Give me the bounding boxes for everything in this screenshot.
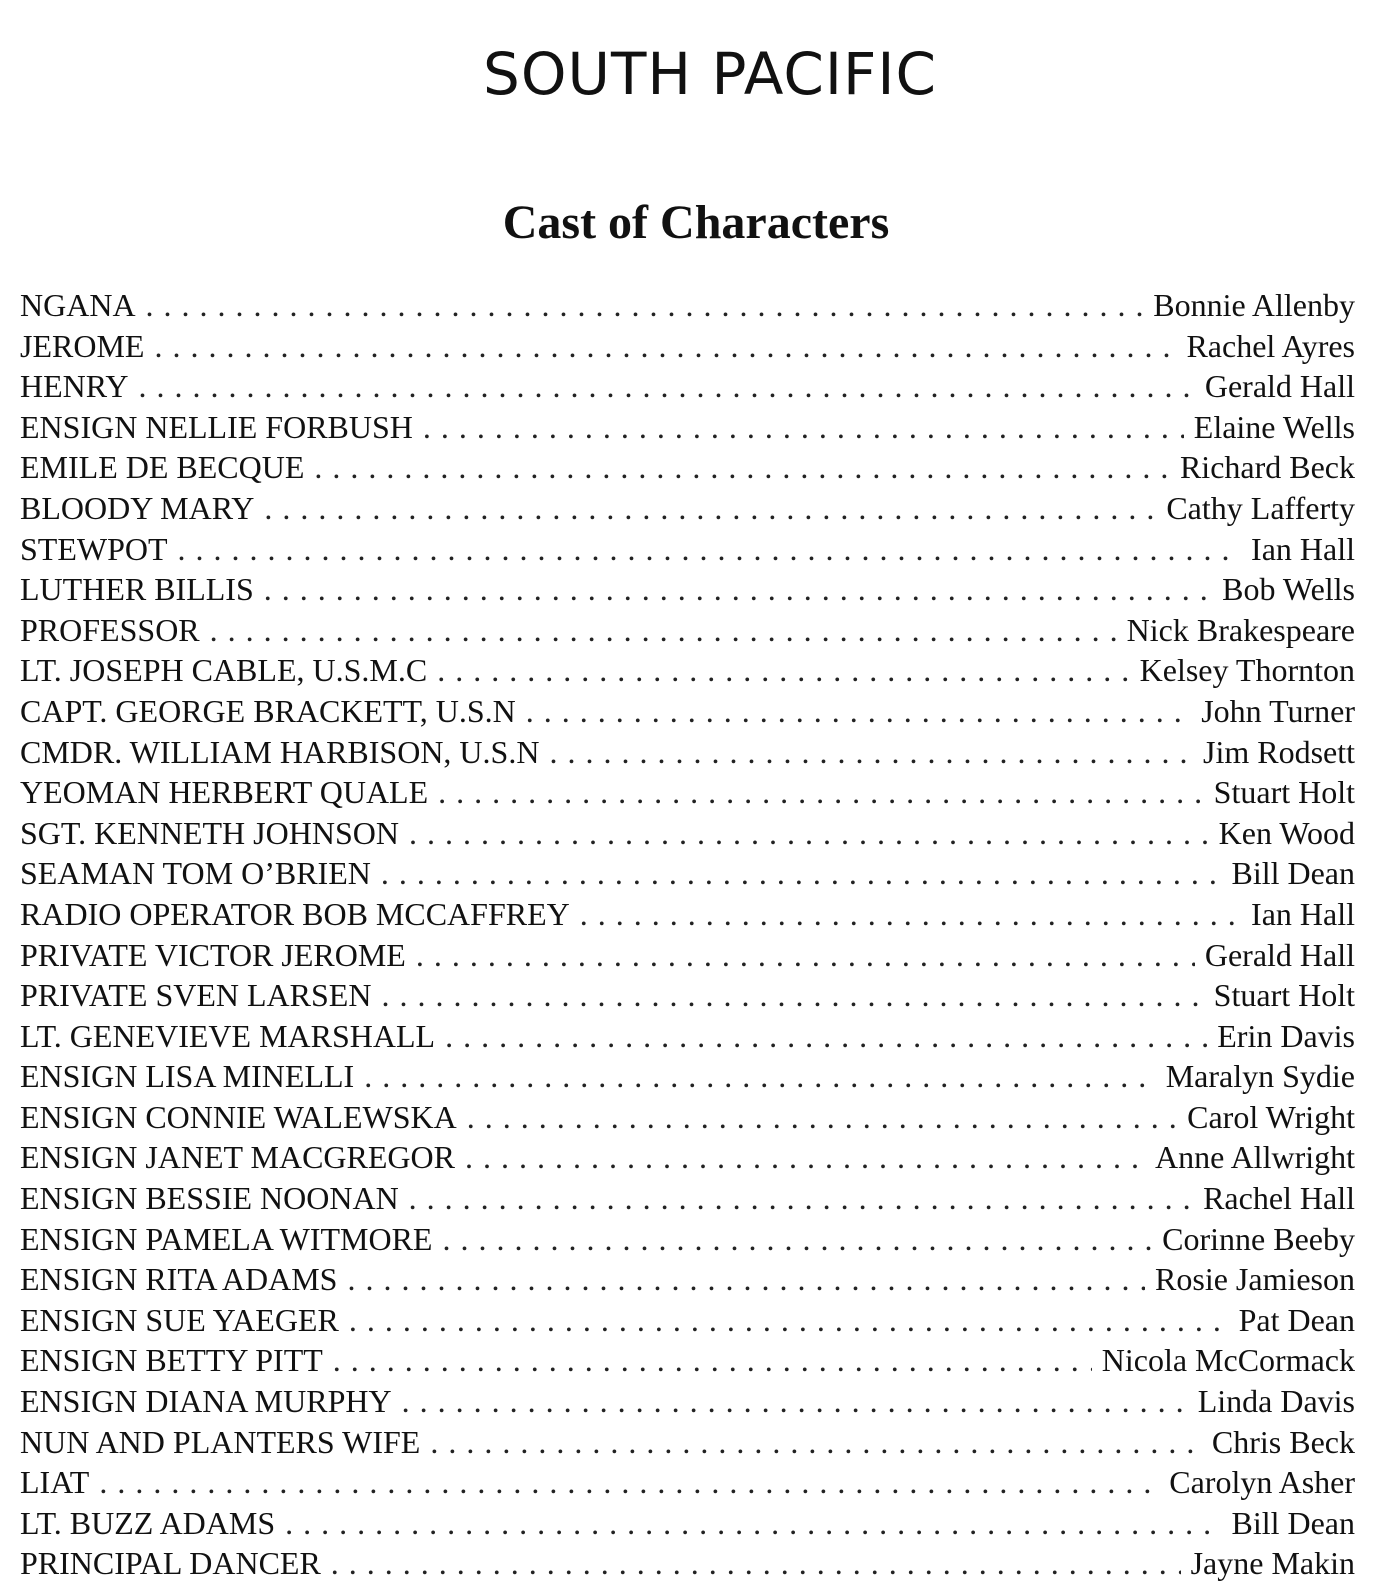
- character-name: ENSIGN SUE YAEGER: [20, 1301, 339, 1338]
- dot-leader: [364, 1058, 1156, 1095]
- dot-leader: [349, 1302, 1229, 1339]
- character-name: RADIO OPERATOR BOB MCCAFFREY: [20, 895, 570, 932]
- character-name: CAPT. GEORGE BRACKETT, U.S.N: [20, 692, 516, 729]
- actor-name: Ian Hall: [1251, 895, 1355, 932]
- character-name: EMILE DE BECQUE: [20, 449, 305, 486]
- character-name: CMDR. WILLIAM HARBISON, U.S.N: [20, 733, 540, 770]
- dot-leader: [381, 977, 1203, 1014]
- character-name: PROFESSOR: [20, 611, 200, 648]
- cast-heading: Cast of Characters: [502, 196, 890, 249]
- actor-name: Rosie Jamieson: [1155, 1261, 1355, 1298]
- dot-leader: [437, 652, 1129, 689]
- dot-leader: [549, 734, 1193, 771]
- dot-leader: [99, 1464, 1159, 1501]
- cast-row: [20, 531, 1355, 572]
- character-name: LT. GENEVIEVE MARSHALL: [20, 1017, 436, 1054]
- dot-leader: [438, 774, 1204, 811]
- cast-row: [20, 977, 1355, 1018]
- dot-leader: [580, 896, 1241, 933]
- dot-leader: [442, 1221, 1152, 1258]
- cast-row: [20, 368, 1355, 409]
- dot-leader: [154, 328, 1176, 365]
- cast-row: [20, 1505, 1355, 1546]
- actor-name: Nick Brakespeare: [1126, 611, 1355, 648]
- actor-name: Erin Davis: [1217, 1017, 1355, 1054]
- actor-name: Rachel Hall: [1203, 1180, 1355, 1217]
- cast-row: [20, 1058, 1355, 1099]
- cast-row: [20, 1221, 1355, 1262]
- character-name: ENSIGN RITA ADAMS: [20, 1261, 338, 1298]
- cast-row: [20, 490, 1355, 531]
- character-name: STEWPOT: [20, 530, 168, 567]
- cast-row: [20, 1139, 1355, 1180]
- cast-row: [20, 896, 1355, 937]
- dot-leader: [333, 1342, 1092, 1379]
- actor-name: Kelsey Thornton: [1139, 652, 1355, 689]
- actor-name: Jim Rodsett: [1202, 733, 1355, 770]
- character-name: LUTHER BILLIS: [20, 571, 254, 608]
- cast-row: [20, 571, 1355, 612]
- cast-row: [20, 734, 1355, 775]
- dot-leader: [381, 855, 1222, 892]
- actor-name: Maralyn Sydie: [1165, 1058, 1355, 1095]
- actor-name: Cathy Lafferty: [1166, 489, 1355, 526]
- cast-row: [20, 774, 1355, 815]
- cast-row: [20, 287, 1355, 328]
- character-name: ENSIGN DIANA MURPHY: [20, 1383, 392, 1420]
- dot-leader: [210, 612, 1117, 649]
- dot-leader: [331, 1545, 1181, 1582]
- dot-leader: [285, 1505, 1221, 1542]
- actor-name: Stuart Holt: [1213, 774, 1355, 811]
- character-name: BLOODY MARY: [20, 489, 255, 526]
- dot-leader: [465, 1139, 1145, 1176]
- actor-name: Bill Dean: [1231, 1504, 1355, 1541]
- dot-leader: [402, 1383, 1188, 1420]
- dot-leader: [445, 1018, 1207, 1055]
- cast-row: [20, 1464, 1355, 1505]
- cast-row: [20, 1342, 1355, 1383]
- character-name: NGANA: [20, 287, 136, 323]
- cast-row: [20, 1383, 1355, 1424]
- dot-leader: [430, 1424, 1202, 1461]
- character-name: NUN AND PLANTERS WIFE: [20, 1423, 421, 1460]
- character-name: PRIVATE SVEN LARSEN: [20, 977, 372, 1014]
- cast-row: [20, 612, 1355, 653]
- cast-row: [20, 815, 1355, 856]
- cast-list: [20, 287, 1355, 1586]
- page-title: SOUTH PACIFIC: [483, 40, 937, 108]
- cast-row: [20, 1180, 1355, 1221]
- character-name: ENSIGN BETTY PITT: [20, 1342, 323, 1379]
- character-name: YEOMAN HERBERT QUALE: [20, 774, 429, 811]
- dot-leader: [409, 1180, 1193, 1217]
- cast-row: [20, 1545, 1355, 1586]
- character-name: HENRY: [20, 368, 129, 405]
- actor-name: Gerald Hall: [1204, 936, 1355, 973]
- character-name: ENSIGN NELLIE FORBUSH: [20, 408, 413, 445]
- dot-leader: [467, 1099, 1177, 1136]
- actor-name: Richard Beck: [1179, 449, 1355, 486]
- cast-row: [20, 1099, 1355, 1140]
- actor-name: Carol Wright: [1187, 1098, 1355, 1135]
- actor-name: Bonnie Allenby: [1153, 287, 1355, 323]
- actor-name: Anne Allwright: [1155, 1139, 1355, 1176]
- cast-row: [20, 652, 1355, 693]
- actor-name: Elaine Wells: [1193, 408, 1355, 445]
- character-name: LT. JOSEPH CABLE, U.S.M.C: [20, 652, 428, 689]
- character-name: ENSIGN BESSIE NOONAN: [20, 1180, 399, 1217]
- character-name: JEROME: [20, 327, 145, 364]
- character-name: ENSIGN LISA MINELLI: [20, 1058, 355, 1095]
- character-name: PRIVATE VICTOR JEROME: [20, 936, 406, 973]
- actor-name: Chris Beck: [1211, 1423, 1355, 1460]
- dot-leader: [347, 1261, 1145, 1298]
- actor-name: Pat Dean: [1238, 1301, 1355, 1338]
- actor-name: Linda Davis: [1197, 1383, 1355, 1420]
- character-name: SGT. KENNETH JOHNSON: [20, 814, 399, 851]
- character-name: SEAMAN TOM O’BRIEN: [20, 855, 371, 892]
- actor-name: Jayne Makin: [1190, 1545, 1355, 1582]
- dot-leader: [264, 571, 1212, 608]
- cast-row: [20, 449, 1355, 490]
- character-name: ENSIGN PAMELA WITMORE: [20, 1220, 433, 1257]
- cast-row: [20, 693, 1355, 734]
- actor-name: Carolyn Asher: [1169, 1464, 1355, 1501]
- dot-leader: [314, 449, 1170, 486]
- cast-row: [20, 1424, 1355, 1465]
- actor-name: Rachel Ayres: [1186, 327, 1355, 364]
- actor-name: Bob Wells: [1222, 571, 1355, 608]
- actor-name: Nicola McCormack: [1101, 1342, 1355, 1379]
- dot-leader: [409, 815, 1209, 852]
- dot-leader: [138, 368, 1194, 405]
- cast-row: [20, 937, 1355, 978]
- cast-row: [20, 1018, 1355, 1059]
- actor-name: Stuart Holt: [1213, 977, 1355, 1014]
- cast-row: [20, 855, 1355, 896]
- actor-name: Corinne Beeby: [1162, 1220, 1355, 1257]
- cast-row: [20, 1261, 1355, 1302]
- actor-name: John Turner: [1201, 692, 1355, 729]
- character-name: ENSIGN CONNIE WALEWSKA: [20, 1098, 457, 1135]
- dot-leader: [416, 937, 1195, 974]
- character-name: PRINCIPAL DANCER: [20, 1545, 321, 1582]
- dot-leader: [178, 531, 1242, 568]
- actor-name: Ken Wood: [1218, 814, 1355, 851]
- dot-leader: [264, 490, 1156, 527]
- actor-name: Gerald Hall: [1204, 368, 1355, 405]
- dot-leader: [146, 287, 1144, 324]
- cast-row: [20, 409, 1355, 450]
- character-name: ENSIGN JANET MACGREGOR: [20, 1139, 455, 1176]
- character-name: LT. BUZZ ADAMS: [20, 1504, 276, 1541]
- character-name: LIAT: [20, 1464, 90, 1501]
- actor-name: Ian Hall: [1251, 530, 1355, 567]
- dot-leader: [526, 693, 1191, 730]
- dot-leader: [423, 409, 1184, 446]
- cast-row: [20, 1302, 1355, 1343]
- actor-name: Bill Dean: [1231, 855, 1355, 892]
- cast-row: [20, 328, 1355, 369]
